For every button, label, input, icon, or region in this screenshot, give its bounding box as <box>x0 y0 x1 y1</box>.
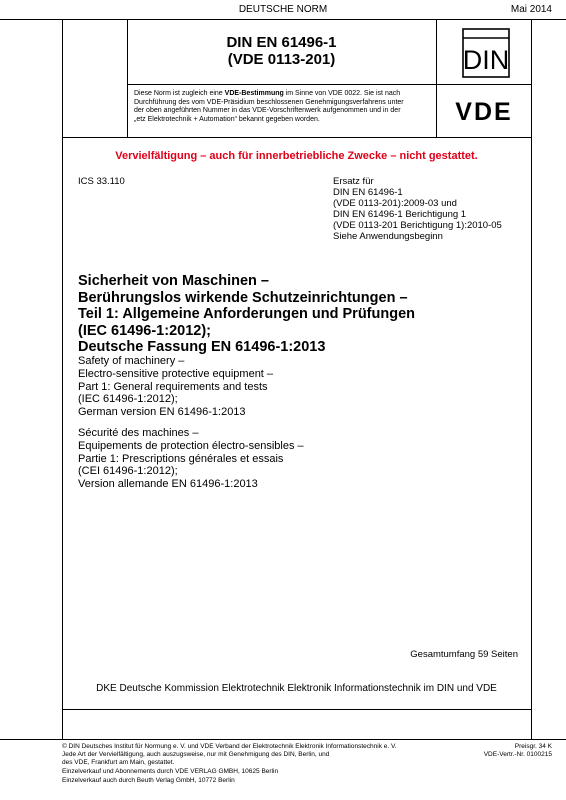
title-english-line: German version EN 61496-1:2013 <box>78 406 246 419</box>
vde-logo-text: VDE <box>455 98 513 124</box>
vde-notice-line1-rest: im Sinne von VDE 0022. Sie ist nach <box>283 90 401 97</box>
title-german-line: Sicherheit von Maschinen – <box>78 273 269 289</box>
header-mid-rule <box>127 84 531 85</box>
din-logo <box>462 28 510 78</box>
title-french <box>78 427 304 491</box>
price-group: Preisgr. 34 K <box>514 743 552 750</box>
sales-line: Einzelverkauf und Abonnements durch VDE VERLAG GMBH, 10625 Berlin <box>62 768 279 775</box>
title-french-line: Sécurité des machines – <box>78 427 199 439</box>
title-german-line: Berührungslos wirkende Schutzeinrichtungen – <box>78 289 408 306</box>
left-rule <box>62 19 63 739</box>
standard-title <box>127 34 436 68</box>
header-right-divider <box>436 19 437 137</box>
replacement-line: Siehe Anwendungsbeginn <box>333 231 443 242</box>
din-logo-graphic <box>462 28 510 78</box>
total-pages: Gesamtumfang 59 Seiten <box>410 649 518 660</box>
footer-rule <box>62 709 531 710</box>
replacement-line: (VDE 0113-201):2009-03 und <box>333 198 457 209</box>
replacement-line: Ersatz für <box>333 176 374 187</box>
vde-notice-line2: Durchführung des vom VDE-Präsidium beschlossenen Genehmigungsverfahrens unter <box>134 98 404 106</box>
ics-code: ICS 33.110 <box>78 176 125 187</box>
replacement-line: DIN EN 61496-1 <box>333 187 403 198</box>
title-german-line: Teil 1: Allgemeine Anforderungen und Prüfungen <box>78 306 415 322</box>
title-english-line: Electro-sensitive protective equipment – <box>78 367 274 380</box>
vde-notice-prefix: Diese Norm ist zugleich eine <box>134 90 225 97</box>
replacement-line: DIN EN 61496-1 Berichtigung 1 <box>333 209 467 220</box>
title-german-line: Deutsche Fassung EN 61496-1:2013 <box>78 339 326 355</box>
title-french-line: Version allemande EN 61496-1:2013 <box>78 478 258 491</box>
replacement-line: (VDE 0113-201 Berichtigung 1):2010-05 <box>333 220 502 231</box>
title-german-line: (IEC 61496-1:2012); <box>78 322 211 339</box>
title-english-line: (IEC 61496-1:2012); <box>78 393 178 406</box>
sales-line: Einzelverkauf auch durch Beuth Verlag GmbH, 10772 Berlin <box>62 777 235 785</box>
header-bottom-rule <box>62 137 531 138</box>
publication-date: Mai 2014 <box>510 4 552 15</box>
title-english <box>78 355 273 419</box>
title-english-line: Part 1: General requirements and tests <box>78 380 268 393</box>
vde-notice <box>134 90 432 124</box>
standard-number: DIN EN 61496-1 <box>226 34 337 51</box>
document-type: DEUTSCHE NORM <box>238 4 328 15</box>
reproduction-warning: Vervielfältigung – auch für innerbetriebliche Zwecke – nicht gestattet. <box>115 150 478 162</box>
replacement-info <box>333 176 502 242</box>
vde-logo-graphic <box>448 98 520 124</box>
title-german <box>78 273 415 356</box>
title-english-line: Safety of machinery – <box>78 355 185 367</box>
copyright-line: des VDE, Frankfurt am Main, gestattet. <box>62 758 175 766</box>
vde-notice-line3: der oben angeführten Nummer in das VDE-Vorschriftenwerk aufgenommen und in der <box>134 107 401 114</box>
sales-info <box>62 768 278 785</box>
din-logo-text: DIN <box>462 45 510 75</box>
vde-classification: (VDE 0113-201) <box>227 51 336 68</box>
copyright-line: © DIN Deutsches Institut für Normung e. V. und VDE Verband der Elektrotechnik Elektronik Informationstechnik e. V. <box>62 743 397 750</box>
copyright-line: Jede Art der Vervielfältigung, auch auszugsweise, nur mit Genehmigung des DIN, Berlin, und <box>62 750 330 758</box>
copyright-notice <box>62 743 442 766</box>
vde-notice-line4: „etz Elektrotechnik + Automation“ bekannt gegeben worden. <box>134 115 320 123</box>
right-rule <box>531 19 532 739</box>
title-french-line: Partie 1: Prescriptions générales et essais <box>78 452 284 465</box>
vde-notice-bold: VDE-Bestimmung <box>224 90 284 97</box>
dke-committee: DKE Deutsche Kommission Elektrotechnik Elektronik Informationstechnik im DIN und VDE <box>96 683 497 694</box>
top-rule <box>0 19 566 20</box>
bottom-rule <box>0 739 566 740</box>
vde-logo <box>448 98 520 124</box>
title-french-line: (CEI 61496-1:2012); <box>78 465 178 478</box>
title-french-line: Equipements de protection électro-sensibles – <box>78 439 304 452</box>
order-number: VDE-Vertr.-Nr. 0100215 <box>483 751 552 758</box>
